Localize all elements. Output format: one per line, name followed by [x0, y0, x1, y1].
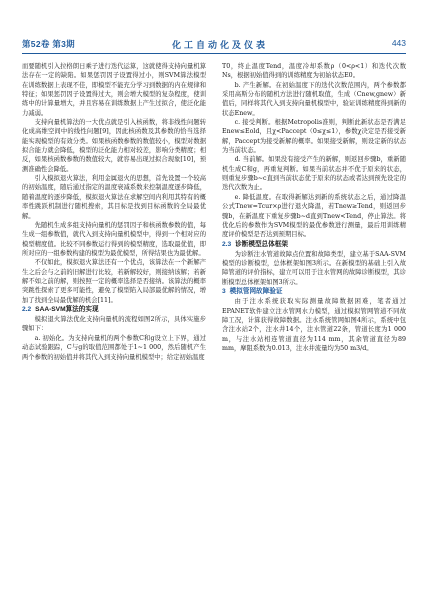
paragraph: 不仅如此，模拟退火算法还有一个优点，该算法在一个新解产生之后会与之前的旧解进行比较，若新解较好，则接纳该解；若新解不如之前的解，则按照一定的概率选择是否接纳。该算法的概率突跳性探索了更多可能性，避免了模型陷入局部最优解的情况，增加了找到全局最优解的机会[11]。 — [22, 259, 206, 304]
paragraph: 引入模拟退火算法，利用金属退火的思想，首先设置一个较高的初始温度，随后通过指定的温度衰减系数来控制温度逐步降低，随着温度的逐步降低，模拟退火算法在求解空间内利用其特有的概率性跳跃机制进行随机搜索，其目标是找到目标函数的全局最优解。 — [22, 175, 206, 220]
paragraph: b. 产生新解。在初始温度下的迭代次数范围内，两个参数都采用高斯分布的随机方法进行随机取值，生成（Cnew,gnew）新值后，同样将其代入到支持向量机模型中，验证训练精度得到新的状态Enew。 — [222, 81, 406, 117]
paragraph: 支持向量机算法的一大优点就是引入核函数，将非线性问题转化成高维空间中的线性问题[9]，因此核函数及其参数的恰当选择能实现模型的有效分类。如果核函数参数的数值较小，模型对数据拟合能力就会降低，模型的泛化能力相对较差，影响分类精度；相反，如果核函数参数的数值较大，就容易出现过拟合现象[10]，预测准确性会降低。 — [22, 119, 206, 173]
journal-name: 化工自动化及仪表 — [172, 41, 269, 51]
volume-issue: 第52卷 第3期 — [22, 39, 75, 49]
paragraph: e. 降低温度。在取得新解达到新的系统状态之后，通过降温公式Tnew=Tcur×ρ进行退火降温，若Tnew≥Tend，则返回步骤b，在新温度下重复步骤b~d直到Tnew<Tend，停止算法。将优化后的参数作为SVM模型的最优参数进行测量，最后用训练精度评价模型是否达到预期目标。 — [222, 193, 406, 239]
paragraph: c. 接受判断。根据Metropolis准则，判断此新状态是否满足Enew≤Eold，且χ<Paccept（0≤χ≤1），参数χ决定是否接受新解，Paccept为接受新解的概率。如果接受新解，则设定新的状态为当前状态。 — [222, 119, 406, 155]
section-heading — [22, 305, 206, 315]
paragraph: 为诊断注水管道故障点位置和故障类型，建立基于SAA-SVM模型的诊断模型，总体框架如图3所示。在新模型的基础上引入故障管道的评价指标，建立可以用于注水管网的故障诊断模型，其诊断模型总体框架如图3所示。 — [222, 250, 406, 286]
paragraph: d. 当前解。如果没有接受产生的新解，则返回步骤b，重新随机生成C和g，再重复判断。如果当前状态并不优于原来的状态，则重复步骤b~c直到当前状态优于原来的状态或者达到预先设定的迭代次数为止。 — [222, 156, 406, 192]
section-title: 诊断模型总体框架 — [235, 240, 288, 248]
page-number: 443 — [391, 38, 406, 48]
section-heading — [222, 240, 406, 250]
section-number: 2.2 — [22, 305, 32, 313]
running-header — [22, 38, 406, 52]
section-number: 2.3 — [222, 240, 232, 248]
section-title: SAA-SVM算法的实现 — [35, 305, 99, 313]
paragraph: 先随机生成多组支持向量机的惩罚因子和核函数参数的值，每生成一组参数值，就代入到支持向量机模型中，得到一个相对应的模型精度值。比较不同参数运行得到的模型精度，选取最优值，即所对应的一组参数构建的模型为最优模型，所得结果也为最优解。 — [22, 221, 206, 257]
paragraph: a. 初始化。为支持向量机的两个参数C和g设立上下界，通过动态试验跟踪，C与g的取值范围都处于1~1 000，然后随机产生两个参数的初始值并将其代入到支持向量机模型中；给定初始温度 — [22, 334, 206, 361]
section-title: 模拟管网故障验证 — [229, 288, 283, 296]
header-rule — [22, 53, 406, 54]
left-column — [22, 62, 206, 362]
paragraph: 模拟退火算法优化支持向量机的流程如图2所示，具体实施步骤如下： — [22, 316, 206, 333]
right-column — [222, 62, 406, 353]
paragraph: 由于注水系统获取实际测量故障数据困难，笔者通过EPANET软件建立注水管网水力模型，通过模拟管网管道不同故障工况，计算获得故障数据。注水系统管网如图4所示，系统中包含注水站2个，注水井14个，注水管道22条，管道长度为1 000 m，与注水站相连管道直径为114 mm，其余管道直径为89 mm，摩阻系数为0.013，注水井流量均为50 m3/d。 — [222, 298, 406, 353]
paragraph: T0，终止温度Tend，温度冷却系数ρ（0<ρ<1）和迭代次数Ns，根据初始值得到的训练精度为初始状态E0。 — [222, 63, 406, 80]
paragraph: 而要随机引入拉格朗日乘子进行迭代运算，这就使得支持向量机算法存在一定的缺陷。如果惩罚因子设置得过小，则SVM算法模型在训练数据上表现不佳，即模型不能充分学习到数据的内在规律和特征；如果惩罚因子设置得过大，则会增大模型的复杂程度，使训练中的计算量增大，并且容易在训练数据上产生过拟合，使泛化能力减弱。 — [22, 63, 206, 117]
section-number: 3 — [222, 288, 226, 296]
section-heading — [222, 287, 406, 297]
